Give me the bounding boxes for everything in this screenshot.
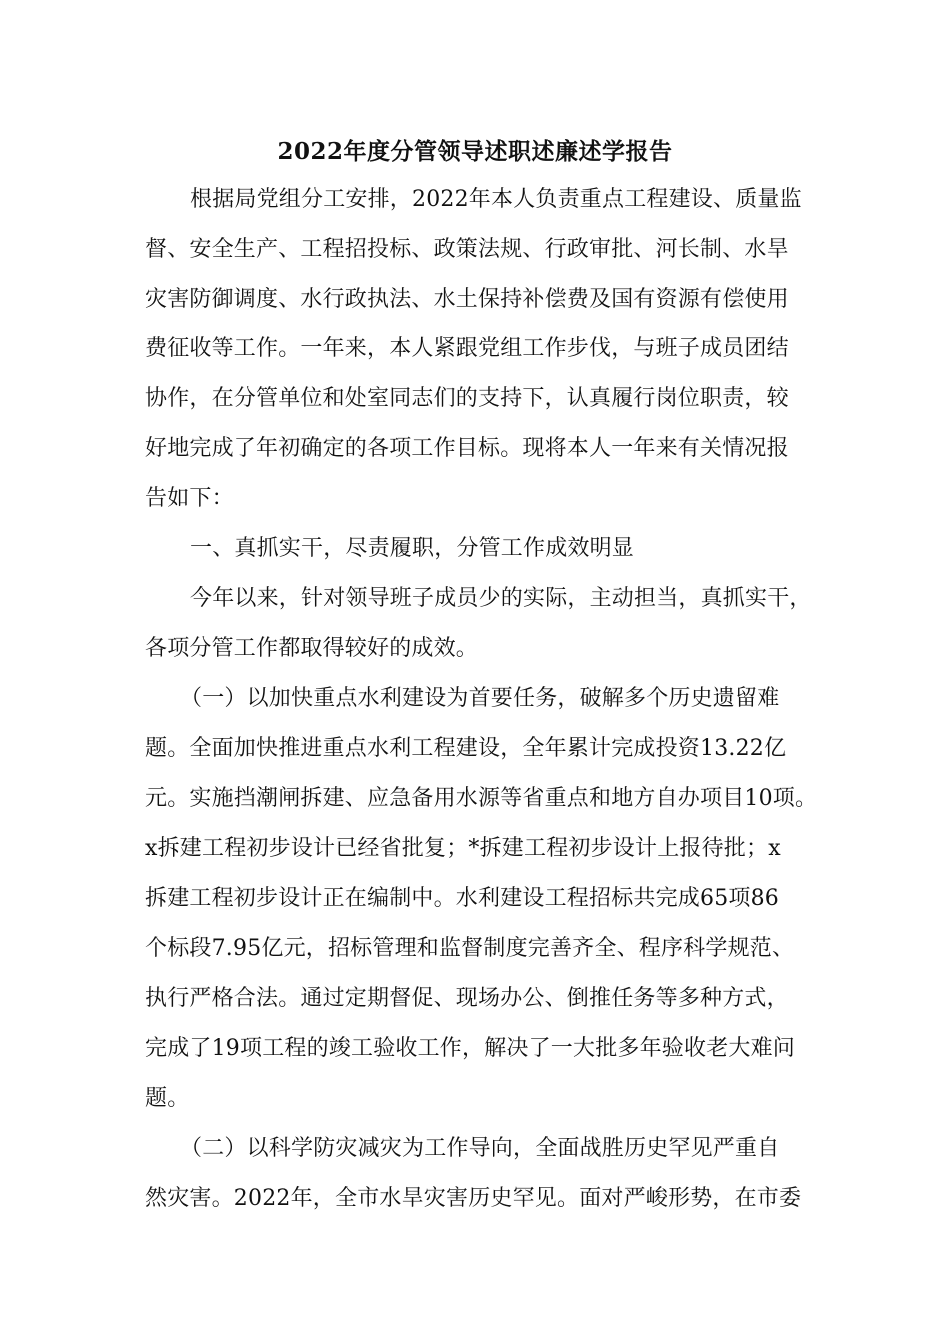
paragraph-line: 完成了19项工程的竣工验收工作，解决了一大批多年验收老大难问	[145, 1036, 795, 1061]
paragraph-line: 个标段7.95亿元，招标管理和监督制度完善齐全、程序科学规范、	[145, 936, 795, 961]
paragraph-line: 费征收等工作。一年来，本人紧跟党组工作步伐，与班子成员团结	[145, 336, 789, 361]
paragraph-line: 题。全面加快推进重点水利工程建设，全年累计完成投资13.22亿	[145, 736, 787, 761]
paragraph-line: 元。实施挡潮闸拆建、应急备用水源等省重点和地方自办项目10项。	[145, 786, 818, 811]
paragraph-line: 然灾害。2022年，全市水旱灾害历史罕见。面对严峻形势，在市委	[145, 1186, 802, 1211]
paragraph-line: 执行严格合法。通过定期督促、现场办公、倒推任务等多种方式，	[145, 986, 789, 1011]
paragraph-line: 好地完成了年初确定的各项工作目标。现将本人一年来有关情况报	[145, 436, 789, 461]
section-heading: 一、真抓实干，尽责履职，分管工作成效明显	[190, 536, 635, 561]
paragraph-line: 告如下：	[145, 486, 234, 511]
paragraph-line: x拆建工程初步设计已经省批复；*拆建工程初步设计上报待批；x	[145, 836, 781, 861]
paragraph-line: （一）以加快重点水利建设为首要任务，破解多个历史遗留难	[180, 686, 780, 711]
paragraph-line: 督、安全生产、工程招投标、政策法规、行政审批、河长制、水旱	[145, 237, 789, 262]
paragraph-line: 协作，在分管单位和处室同志们的支持下，认真履行岗位职责，较	[145, 386, 789, 411]
paragraph-line: 今年以来，针对领导班子成员少的实际，主动担当，真抓实干，	[190, 586, 812, 611]
paragraph-line: 灾害防御调度、水行政执法、水土保持补偿费及国有资源有偿使用	[145, 287, 789, 312]
paragraph-line: （二）以科学防灾减灾为工作导向，全面战胜历史罕见严重自	[180, 1136, 780, 1161]
paragraph-line: 题。	[145, 1086, 190, 1111]
paragraph-line: 拆建工程初步设计正在编制中。水利建设工程招标共完成65项86	[145, 886, 779, 911]
page-title: 2022年度分管领导述职述廉述学报告	[277, 138, 673, 165]
paragraph-line: 根据局党组分工安排，2022年本人负责重点工程建设、质量监	[190, 187, 802, 212]
paragraph-line: 各项分管工作都取得较好的成效。	[145, 636, 479, 661]
